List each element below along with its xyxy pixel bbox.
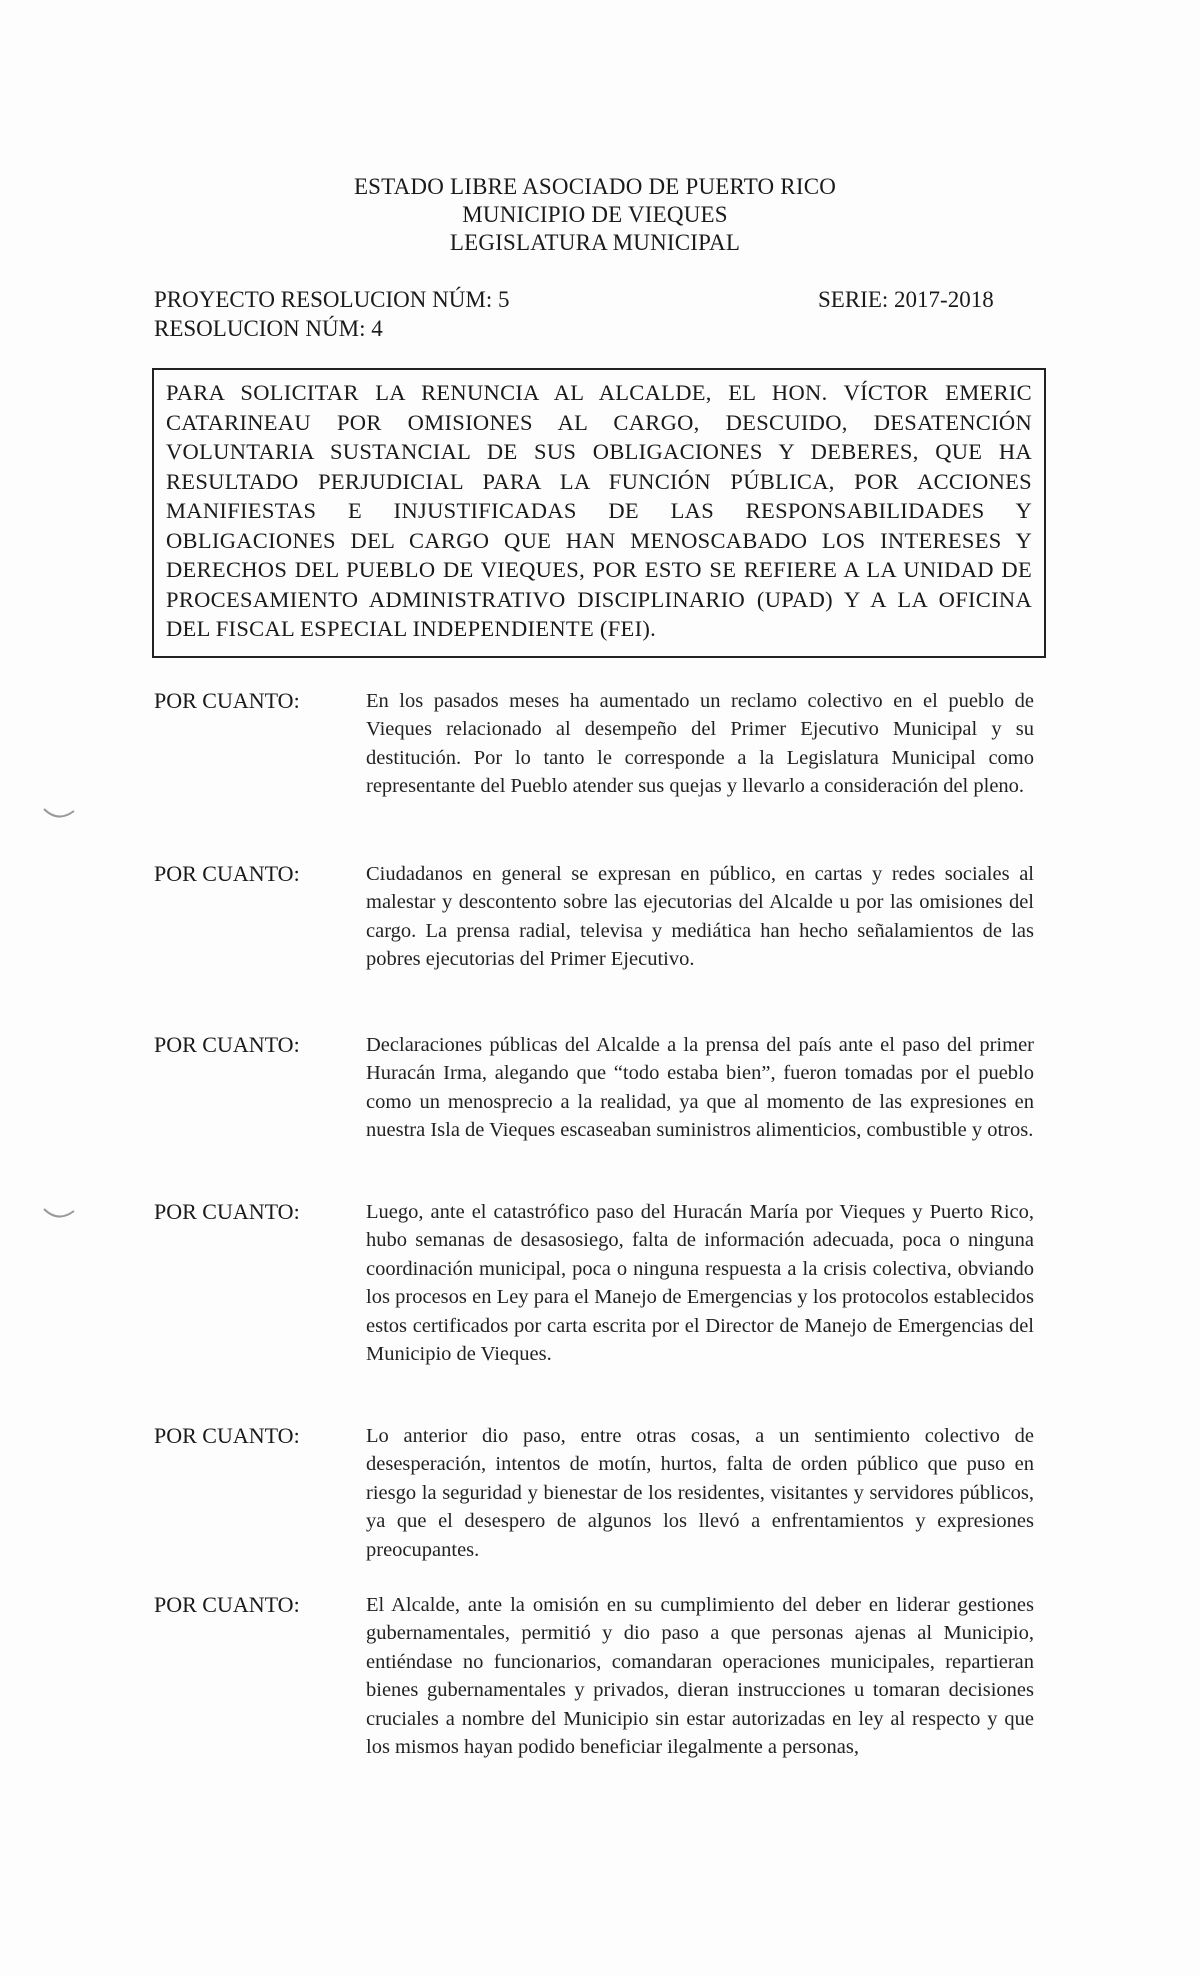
clause-label: POR CUANTO: (154, 1032, 300, 1057)
clause-text: Luego, ante el catastrófico paso del Huracán María por Vieques y Puerto Rico, hubo semanas de desasosiego, falta de información adecuada, poca o ninguna coordinación municipal, poca o ninguna respuesta a la crisis colectiva, obviando los procesos en Ley para el Manejo de Emergencias y los protocolos establecidos estos certificados por carta escrita por el Director de Manejo de Emergencias del Municipio de Vieques. (366, 1201, 1034, 1366)
header-line-3: LEGISLATURA MUNICIPAL (449, 230, 741, 255)
resolution-numbers (154, 285, 509, 343)
clause-text: Declaraciones públicas del Alcalde a la prensa del país ante el paso del primer Huracán Irma, alegando que “todo estaba bien”, fueron tomadas por el pueblo como un menosprecio a la realidad, ya que al momento de las expresiones en nuestra Isla de Vieques escaseaban suministros alimenticios, combustible y otros. (366, 1034, 1034, 1142)
header-line-2: MUNICIPIO DE VIEQUES (462, 202, 728, 227)
hole-punch-mark-2 (42, 1205, 76, 1225)
resolucion-number: RESOLUCION NÚM: 4 (154, 316, 383, 341)
proyecto-number: PROYECTO RESOLUCION NÚM: 5 (154, 287, 510, 312)
clause-label: POR CUANTO: (154, 861, 300, 886)
document-header (0, 173, 1190, 257)
title-box (152, 368, 1046, 658)
clause-text: En los pasados meses ha aumentado un reclamo colectivo en el pueblo de Vieques relacionado al desempeño del Primer Ejecutivo Municipal y su destitución. Por lo tanto le corresponde a la Legislatura Municipal como representante del Pueblo atender sus quejas y llevarlo a consideración del pleno. (366, 690, 1034, 798)
hole-punch-mark-1 (42, 805, 76, 825)
header-line-1: ESTADO LIBRE ASOCIADO DE PUERTO RICO (353, 174, 837, 199)
clause-label: POR CUANTO: (154, 1423, 300, 1448)
serie-label: SERIE: 2017-2018 (818, 287, 994, 312)
clause-text: El Alcalde, ante la omisión en su cumplimiento del deber en liderar gestiones gubernamentales, permitió y dio paso a que personas ajenas al Municipio, entiéndase no funcionarios, comandaran operaciones municipales, repartieran bienes gubernamentales y privados, dieran instrucciones u tomaran decisiones cruciales a nombre del Municipio sin estar autorizadas en ley al respecto y que los mismos hayan podido beneficiar ilegalmente a personas, (366, 1594, 1034, 1759)
resolution-title: PARA SOLICITAR LA RENUNCIA AL ALCALDE, EL HON. VÍCTOR EMERIC CATARINEAU POR OMISIONES AL CARGO, DESCUIDO, DESATENCIÓN VOLUNTARIA SUSTANCIAL DE SUS OBLIGACIONES Y DEBERES, QUE HA RESULTADO PERJUDICIAL PARA LA FUNCIÓN PÚBLICA, POR ACCIONES MANIFIESTAS E INJUSTIFICADAS DE LAS RESPONSABILIDADES Y OBLIGACIONES DEL CARGO QUE HAN MENOSCABADO LOS INTERESES Y DERECHOS DEL PUEBLO DE VIEQUES, POR ESTO SE REFIERE A LA UNIDAD DE PROCESAMIENTO ADMINISTRATIVO DISCIPLINARIO (UPAD) Y A LA OFICINA DEL FISCAL ESPECIAL INDEPENDIENTE (FEI). (166, 380, 1032, 641)
clause-text: Ciudadanos en general se expresan en público, en cartas y redes sociales al malestar y descontento sobre las ejecutorias del Alcalde u por las omisiones del cargo. La prensa radial, televisa y mediática han hecho señalamientos de las pobres ejecutorias del Primer Ejecutivo. (366, 863, 1034, 971)
clause-label: POR CUANTO: (154, 688, 300, 713)
clause-text: Lo anterior dio paso, entre otras cosas, a un sentimiento colectivo de desesperación, intentos de motín, hurtos, falta de orden público que puso en riesgo la seguridad y bienestar de los residentes, visitantes y servidores públicos, ya que el desespero de algunos los llevó a enfrentamientos y expresiones preocupantes. (366, 1425, 1034, 1561)
clause-label: POR CUANTO: (154, 1199, 300, 1224)
clause-label: POR CUANTO: (154, 1592, 300, 1617)
